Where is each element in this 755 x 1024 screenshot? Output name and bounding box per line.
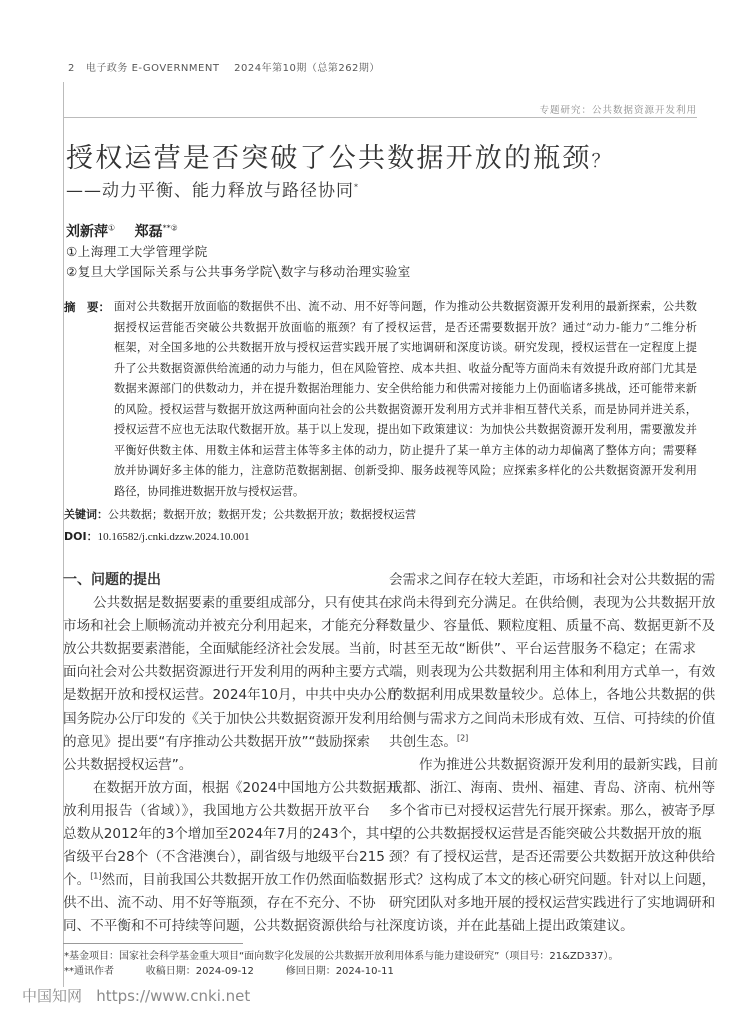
section-heading: 一、问题的提出 — [63, 572, 161, 588]
line-text: 市场和社会上顺畅流动并被充分利用起来，才能充分释 — [63, 618, 390, 635]
abstract-label: 摘 要： — [64, 300, 110, 314]
line-text: 然而，目前我国公共数据开放工作仍然面临数据 — [101, 872, 387, 889]
body-line — [63, 592, 393, 615]
body-line — [63, 915, 390, 938]
line-text: 省级平台28个（不含港澳台），副省级与地级平台215 — [63, 849, 385, 866]
body-line — [63, 800, 370, 823]
body-line — [389, 661, 716, 684]
line-text: 研究团队对多地开展的授权运营实践进行了实地调研和 — [389, 895, 716, 912]
header-rule — [63, 117, 697, 118]
topic-label: 专题研究：公共数据资源开发利用 — [539, 105, 697, 116]
line-text: 端，则表现为公共数据利用主体和利用方式单一，有效 — [389, 664, 716, 681]
keywords-label: 关键词： — [64, 508, 108, 521]
author-name: 刘新萍 — [66, 224, 108, 240]
doi-text: 10.16582/j.cnki.dzzw.2024.10.001 — [97, 531, 250, 543]
line-text: 深度访谈，并在此基础上提出政策建议。 — [389, 918, 634, 935]
author-name: 郑磊 — [134, 224, 163, 240]
body-line — [389, 569, 716, 592]
abstract-line: 框架，对全国多地的公共数据开放与授权运营实践开展了实地调研和深度访谈。研究发现，授权运营在一定程度上提 — [114, 341, 697, 354]
line-text: 公共数据是数据要素的重要组成部分，只有使其在 — [93, 595, 393, 612]
doi-label: DOI： — [64, 530, 98, 543]
title-text: 授权运营是否突破了公共数据开放的瓶颈 — [66, 143, 592, 174]
body-line — [63, 638, 390, 661]
article-subtitle — [66, 176, 359, 201]
line-text: 数量少、容量低、颗粒度粗、质量不高、数据更新不及 — [389, 618, 716, 635]
line-text: 个。 — [63, 872, 91, 889]
affiliation: ①上海理工大学管理学院 — [66, 244, 208, 259]
line-text: 作为推进公共数据资源开发利用的最新实践，目前 — [419, 756, 719, 773]
fund-mark: * — [354, 182, 359, 192]
body-line — [63, 823, 407, 846]
line-text: 求尚未得到充分满足。在供给侧，表现为公共数据开放 — [389, 595, 716, 612]
body-line — [389, 638, 696, 661]
line-text: 的意见》提出要“有序推动公共数据开放”“鼓励探索 — [63, 733, 370, 750]
abstract-line: 面对公共数据开放面临的数据供不出、流不动、用不好等问题，作为推动公共数据资源开发利用的最新探索，公共数 — [114, 300, 697, 313]
body-line — [63, 869, 387, 892]
line-text: 放利用报告（省域）》，我国地方公共数据开放平台 — [63, 802, 370, 819]
citation-ref: [2] — [456, 733, 469, 743]
body-line — [389, 823, 702, 846]
abstract-text — [114, 297, 697, 502]
body-line — [389, 615, 716, 638]
line-text: 共创生态。 — [389, 733, 457, 750]
body-line — [389, 684, 716, 707]
line-text: 国务院办公厅印发的《关于加快公共数据资源开发利用 — [63, 710, 390, 727]
abstract-line: 数据来源部门的供数动力，并在提升数据治理能力、安全供给能力和供需对接能力上仍面临诸多挑战，还可能带来新 — [114, 382, 697, 395]
body-line — [63, 777, 400, 800]
line-text: 的数据利用成果数量较少。总体上，各地公共数据的供 — [389, 687, 716, 704]
keywords-text: 公共数据；数据开放；数据开发；公共数据开放；数据授权运营 — [108, 508, 416, 521]
line-text: 面向社会对公共数据资源进行开发利用的两种主要方式 — [63, 664, 390, 681]
line-text: 多个省市已对授权运营先行展开探索。那么，被寄予厚 — [389, 802, 716, 819]
running-header: 2 电子政务 E-GOVERNMENT 2024年第10期（总第262期） — [68, 63, 380, 74]
body-line — [63, 615, 390, 638]
line-text: 成都、浙江、海南、贵州、福建、青岛、济南、杭州等 — [389, 779, 716, 796]
body-column-right — [389, 569, 719, 939]
footnote-fund: *基金项目：国家社会科学基金重大项目“面向数字化发展的公共数据开放利用体系与能力建设研究”（项目号：21&ZD337）。 — [64, 951, 619, 962]
abstract — [64, 297, 697, 502]
abstract-line: 放并协调好多主体的能力，注意防范数据割据、创新受抑、服务歧视等风险；应探索多样化的公共数据资源开发利用 — [114, 464, 697, 477]
body-line — [63, 892, 376, 915]
line-text: 形式？这构成了本文的核心研究问题。针对以上问题， — [389, 872, 716, 889]
abstract-line: 据授权运营能否突破公共数据开放面临的瓶颈？有了授权运营，是否还需要数据开放？通过“动力-能力”二维分析 — [114, 320, 697, 334]
body-line — [389, 731, 696, 754]
line-text: 望的公共数据授权运营是否能突破公共数据开放的瓶 — [389, 826, 702, 843]
abstract-line: 平衡好供数主体、用数主体和运营主体等多主体的动力，防止提升了某一单方主体的动力却偏离了整体方向；需要释 — [114, 443, 697, 457]
line-text: 总数从2012年的3个增加至2024年7月的243个，其中， — [63, 826, 407, 843]
line-text: 供不出、流不动、用不好等瓶颈，存在不充分、不协 — [63, 895, 376, 912]
body-line — [63, 684, 401, 707]
line-text: 公共数据授权运营”。 — [63, 756, 193, 773]
body-line — [389, 708, 716, 731]
line-text: 同、不平衡和不可持续等问题，公共数据资源供给与社 — [63, 918, 390, 935]
article-title — [66, 136, 612, 175]
cnki-watermark: 中国知网 https://www.cnki.net — [22, 987, 251, 1005]
body-line — [63, 661, 390, 684]
authors — [66, 221, 178, 241]
line-text: 会需求之间存在较大差距，市场和社会对公共数据的需 — [389, 572, 716, 588]
body-line — [63, 754, 370, 777]
line-text: 放公共数据要素潜能，全面赋能经济社会发展。当前， — [63, 641, 390, 658]
subtitle-text: ——动力平衡、能力释放与路径协同 — [66, 181, 354, 201]
author-mark: ① — [108, 223, 116, 233]
body-line — [389, 800, 716, 823]
body-line — [389, 592, 716, 615]
body-line — [389, 754, 719, 777]
body-line — [389, 846, 716, 869]
abstract-line: 的风险。授权运营与数据开放这两种面向社会的公共数据资源开发利用方式并非相互替代关系，而是协同并进关系， — [114, 402, 697, 416]
affiliation: ②复旦大学国际关系与公共事务学院╲数字与移动治理实验室 — [66, 264, 411, 279]
body-line — [389, 777, 716, 800]
abstract-line: 升了公共数据资源供给流通的动力与能力，但在风险管控、成本共担、收益分配等方面尚未有效提升政府部门尤其是 — [114, 361, 697, 375]
line-text: 是数据开放和授权运营。2024年10月，中共中央办公厅 — [63, 687, 401, 704]
abstract-line: 授权运营不应也无法取代数据开放。基于以上发现，提出如下政策建议：为加快公共数据资源开发利用，需要激发并 — [114, 423, 697, 436]
author-mark: **② — [162, 223, 178, 233]
footnote-rule — [63, 943, 243, 944]
title-question-mark: ？ — [591, 151, 612, 172]
body-line — [389, 915, 696, 938]
body-line — [63, 708, 390, 731]
body-line — [63, 731, 370, 754]
line-text: 颈？有了授权运营，是否还需要公共数据开放这种供给 — [389, 849, 716, 866]
body-line — [389, 892, 716, 915]
line-text: 在数据开放方面，根据《2024中国地方公共数据开 — [93, 779, 400, 796]
body-line — [63, 846, 385, 869]
body-column-left — [63, 569, 407, 939]
line-text: 时甚至无故“断供”、平台运营服务不稳定；在需求 — [389, 641, 696, 658]
doi — [64, 528, 250, 544]
footnote-dates: **通讯作者 收稿日期：2024-09-12 修回日期：2024-10-11 — [64, 966, 394, 977]
line-text: 给侧与需求方之间尚未形成有效、互信、可持续的价值 — [389, 710, 716, 727]
body-line — [389, 869, 716, 892]
keywords — [64, 506, 416, 522]
citation-ref: [1] — [90, 871, 102, 881]
abstract-line: 路径，协同推进数据开放与授权运营。 — [114, 484, 305, 498]
